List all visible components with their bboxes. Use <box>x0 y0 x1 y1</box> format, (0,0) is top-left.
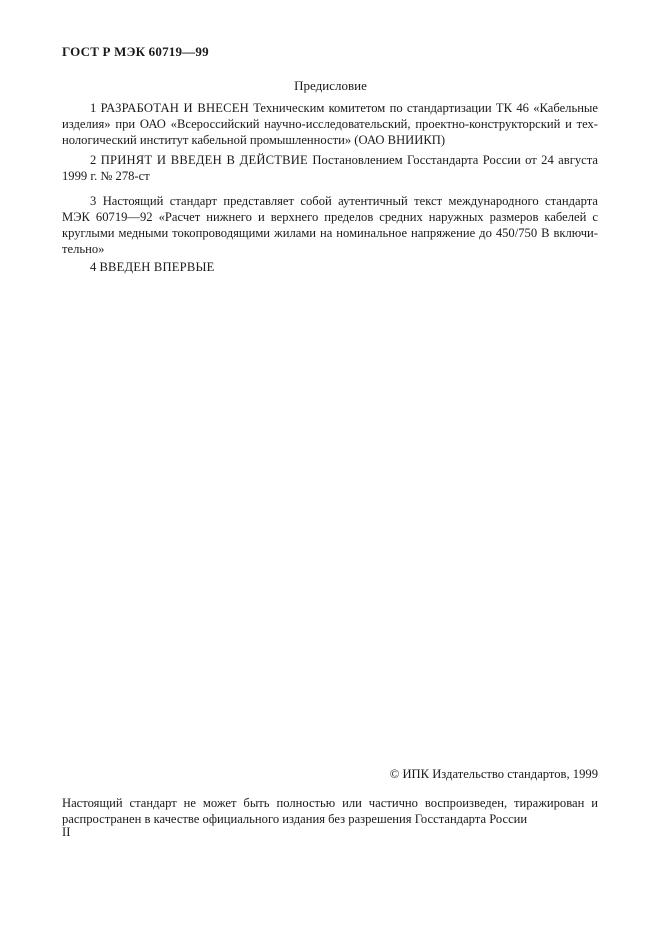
item-caps-heading: РАЗРАБОТАН И ВНЕСЕН <box>100 101 249 115</box>
item-number: 3 <box>90 194 97 208</box>
item-line: Настоящий стандарт представляет собой аутентичный текст международного стандарта <box>102 194 598 208</box>
item-caps-heading: ВВЕДЕН ВПЕРВЫЕ <box>99 260 215 274</box>
copyright-notice: © ИПК Издательство стандартов, 1999 <box>389 767 598 781</box>
notice-line: распространен в качестве официального издания без разрешения Госстандарта России <box>62 812 528 826</box>
item-number: 4 <box>90 260 97 274</box>
notice-line: Настоящий стандарт не может быть полностью или частично воспроизведен, тиражирован и <box>62 796 598 810</box>
item-line: Техническим комитетом по стандартизации ТК 46 «Кабельные <box>248 101 598 115</box>
document-code: ГОСТ Р МЭК 60719—99 <box>62 44 209 59</box>
section-title: Предисловие <box>294 78 367 93</box>
item-line: 1999 г. № 278-ст <box>62 169 150 183</box>
item-caps-heading: ПРИНЯТ И ВВЕДЕН В ДЕЙСТВИЕ <box>100 153 308 167</box>
foreword-item-2 <box>62 152 598 184</box>
item-number: 2 <box>90 153 97 167</box>
item-line: Постановлением Госстандарта России от 24 августа <box>307 153 598 167</box>
item-line: круглыми медными токопроводящими жилами на номинальное напряжение до 450/750 В включи- <box>62 226 598 240</box>
foreword-item-1 <box>62 100 598 148</box>
foreword-item-3 <box>62 193 598 257</box>
item-line: изделия» при ОАО «Всероссийский научно-исследовательский, проектно-конструкторский и тех- <box>62 117 598 131</box>
item-number: 1 <box>90 101 97 115</box>
page-number: II <box>62 825 71 839</box>
item-line: МЭК 60719—92 «Расчет нижнего и верхнего пределов средних наружных размеров кабелей с <box>62 210 598 224</box>
reproduction-notice <box>62 795 598 827</box>
foreword-item-4 <box>62 259 598 275</box>
item-line: тельно» <box>62 242 105 256</box>
item-line: нологический институт кабельной промышленности» (ОАО ВНИИКП) <box>62 133 446 147</box>
